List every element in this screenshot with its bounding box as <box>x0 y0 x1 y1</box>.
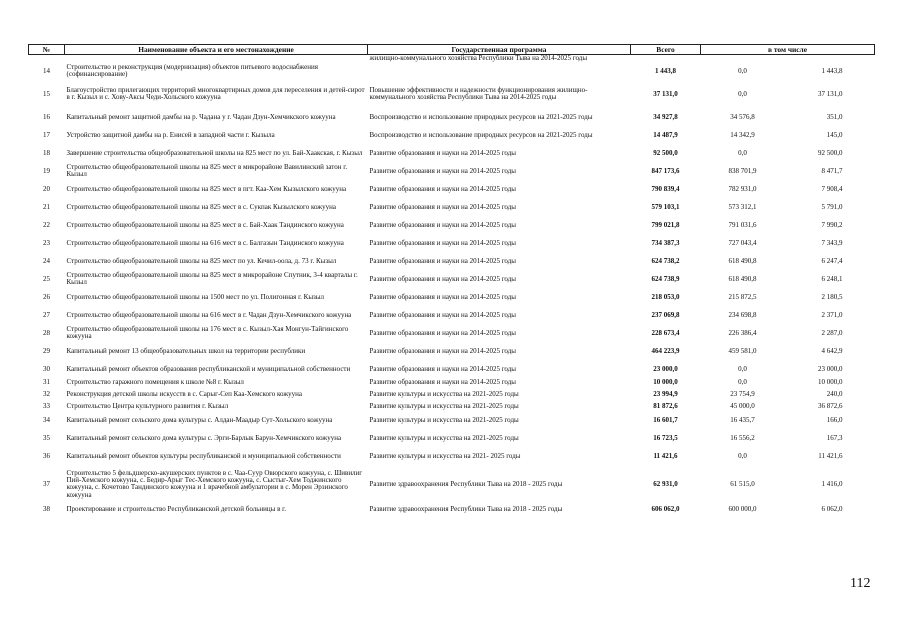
table-row <box>29 342 875 360</box>
regional-amount: 8 471,7 <box>821 166 843 175</box>
state-program: Развитие образования и науки на 2014-2025 годы <box>369 202 516 211</box>
total-amount: 464 223,9 <box>651 346 680 355</box>
row-number: 17 <box>43 130 50 139</box>
total-amount: 16 723,5 <box>653 433 678 442</box>
object-name: Строительство общеобразовательной школы на 825 мест в с. Бай-Хаак Тандинского кожууна <box>66 220 344 229</box>
federal-amount: 61 515,0 <box>730 479 755 488</box>
state-program: Развитие образования и науки на 2014-2025 годы <box>369 364 516 373</box>
state-program: Развитие культуры и искусства на 2021- 2025 годы <box>369 451 521 460</box>
regional-amount: 240,0 <box>826 390 843 399</box>
object-name: Капитальный ремонт сельского дома культуры с. Эрги-Барлык Барун-Хемчикского кожууна <box>66 433 342 442</box>
state-program: Развитие образования и науки на 2014-2025 годы <box>369 328 516 337</box>
row-number: 36 <box>43 451 50 460</box>
row-number: 31 <box>43 378 50 387</box>
federal-amount: 600 000,0 <box>728 504 757 513</box>
table-row <box>29 503 875 515</box>
object-name: Строительство и реконструкция (модернизация) объектов питьевого водоснабжения (софинансирование) <box>66 63 318 79</box>
regional-amount: 166,0 <box>826 415 843 424</box>
regional-amount: 37 131,0 <box>818 89 843 98</box>
state-program: Развитие образования и науки на 2014-2025 годы <box>369 274 516 283</box>
row-number: 24 <box>43 256 50 265</box>
federal-amount: 215 872,5 <box>728 292 757 301</box>
table-row <box>29 198 875 216</box>
federal-amount: 16 556,2 <box>730 433 755 442</box>
state-program: Развитие образования и науки на 2014-2025 годы <box>369 256 516 265</box>
federal-amount: 838 701,9 <box>728 166 757 175</box>
state-program: Развитие образования и науки на 2014-2025 годы <box>369 148 516 157</box>
row-number: 32 <box>43 390 50 399</box>
regional-amount: 4 642,9 <box>821 346 843 355</box>
carryover-row <box>29 55 875 63</box>
object-name: Завершение строительства общеобразовательной школы на 825 мест по ул. Бай-Хаакская, г. Кызыл <box>66 148 363 157</box>
table-row <box>29 324 875 342</box>
row-number: 22 <box>43 220 50 229</box>
total-amount: 624 738,9 <box>651 274 680 283</box>
regional-amount: 2 180,5 <box>821 292 843 301</box>
table-row <box>29 162 875 180</box>
regional-amount: 1 443,8 <box>821 66 843 75</box>
table-header <box>29 45 875 55</box>
object-name: Устройство защитной дамбы на р. Енисей в западной части г. Кызыла <box>66 130 275 139</box>
document-sheet <box>28 44 874 515</box>
row-number: 37 <box>43 479 50 488</box>
object-name: Строительство общеобразовательной школы на 825 мест в микрорайоне Вавилинский затон г. Кызыл <box>66 163 348 179</box>
object-name: Капитальный ремонт объектов образования республиканской и муниципальной собственности <box>66 364 351 373</box>
regional-amount: 2 287,0 <box>821 328 843 337</box>
table-row <box>29 306 875 324</box>
regional-amount: 2 371,0 <box>821 310 843 319</box>
regional-amount: 10 000,0 <box>818 378 843 387</box>
table-row <box>29 270 875 288</box>
regional-amount: 6 247,4 <box>821 256 843 265</box>
federal-amount: 573 312,1 <box>728 202 757 211</box>
object-name: Реконструкция детской школы искусств в с. Сарыг-Сеп Каа-Хемского кожууна <box>66 390 303 399</box>
table-row <box>29 108 875 126</box>
total-amount: 62 931,0 <box>653 479 678 488</box>
total-amount: 92 500,0 <box>653 148 678 157</box>
regional-amount: 11 421,6 <box>818 451 843 460</box>
total-amount: 790 839,4 <box>651 184 680 193</box>
row-number: 30 <box>43 364 50 373</box>
row-number: 18 <box>43 148 50 157</box>
regional-amount: 6 062,0 <box>821 504 843 513</box>
total-amount: 624 738,2 <box>651 256 680 265</box>
row-number: 38 <box>43 504 50 513</box>
row-number: 29 <box>43 346 50 355</box>
total-amount: 1 443,8 <box>655 66 676 75</box>
federal-amount: 16 435,7 <box>730 415 755 424</box>
row-number: 34 <box>43 415 50 424</box>
object-name: Строительство общеобразовательной школы на 825 мест в микрорайоне Спутник, 3-4 кварталы г. Кызыл <box>66 271 358 287</box>
table-row <box>29 62 875 80</box>
object-name: Строительство общеобразовательной школы на 616 мест в с. Балгазын Тандинского кожууна <box>66 238 344 247</box>
state-program: Развитие здравоохранения Республики Тыва на 2018 - 2025 годы <box>369 479 563 488</box>
federal-amount: 0,0 <box>738 89 747 98</box>
row-number: 14 <box>43 66 50 75</box>
row-number: 26 <box>43 292 50 301</box>
row-number: 20 <box>43 184 50 193</box>
state-program: Развитие образования и науки на 2014-2025 годы <box>369 166 516 175</box>
regional-amount: 167,3 <box>826 433 843 442</box>
state-program: Развитие образования и науки на 2014-2025 годы <box>369 310 516 319</box>
row-number: 35 <box>43 433 50 442</box>
regional-amount: 23 000,0 <box>818 364 843 373</box>
object-name: Благоустройство прилегающих территорий многоквартирных домов для переселения и детей-сирот в г. Кызыл и с. Хову-Аксы Чеди-Хольского кожууна <box>66 86 365 102</box>
total-amount: 11 421,6 <box>653 451 678 460</box>
federal-amount: 0,0 <box>738 364 747 373</box>
row-number: 16 <box>43 112 50 121</box>
regional-amount: 351,0 <box>826 112 843 121</box>
regional-amount: 7 343,9 <box>821 238 843 247</box>
state-program: Развитие культуры и искусства на 2021-2025 годы <box>369 390 519 399</box>
state-program: Развитие образования и науки на 2014-2025 годы <box>369 292 516 301</box>
total-amount: 16 601,7 <box>653 415 678 424</box>
regional-amount: 145,0 <box>826 130 843 139</box>
regional-amount: 7 990,2 <box>821 220 843 229</box>
total-amount: 37 131,0 <box>653 89 678 98</box>
object-name: Строительство общеобразовательной школы на 825 мест в пгт. Каа-Хем Кызылского кожууна <box>66 184 347 193</box>
total-amount: 10 000,0 <box>653 378 678 387</box>
object-name: Строительство общеобразовательной школы на 825 мест в с. Сукпак Кызылского кожууна <box>66 202 336 211</box>
object-name: Строительство 5 фельдшерско-акушерских пунктов в с. Чаа-Суур Овюрского кожууна, с. Шивилиг Пий-Хемского кожууна, с. Бедир-Арыг Тес-Хемского кожууна, с. Сыстыг-Хем Тоджинского кожууна, с. Кочетово Тандинского кожууна и 1 врачебной амбулатории в с. Морен Эрзинского кожууна <box>66 468 363 499</box>
object-name: Капитальный ремонт объектов культуры республиканской и муниципальной собственности <box>66 451 341 460</box>
table-row <box>29 234 875 252</box>
row-number: 19 <box>43 166 50 175</box>
header-total: Всего <box>631 45 701 55</box>
federal-amount: 0,0 <box>738 451 747 460</box>
page-number: 112 <box>850 576 871 591</box>
total-amount: 847 173,6 <box>651 166 680 175</box>
federal-amount: 618 490,8 <box>728 256 757 265</box>
table-row <box>29 80 875 108</box>
header-including: в том числе <box>701 45 875 55</box>
total-amount: 14 487,9 <box>653 130 678 139</box>
state-program: Развитие образования и науки на 2014-2025 годы <box>369 238 516 247</box>
row-number: 25 <box>43 274 50 283</box>
state-program: Развитие здравоохранения Республики Тыва на 2018 - 2025 годы <box>369 504 563 513</box>
table-row <box>29 216 875 234</box>
row-number: 33 <box>43 402 50 411</box>
header-no: № <box>29 45 65 55</box>
regional-amount: 7 908,4 <box>821 184 843 193</box>
federal-amount: 782 931,0 <box>728 184 757 193</box>
state-program: Развитие образования и науки на 2014-2025 годы <box>369 220 516 229</box>
federal-amount: 459 581,0 <box>728 346 757 355</box>
table-row <box>29 144 875 162</box>
object-name: Строительство Центра культурного развития г. Кызыл <box>66 402 229 411</box>
state-program: Воспроизводство и использование природных ресурсов на 2021-2025 годы <box>369 112 593 121</box>
federal-amount: 45 000,0 <box>730 402 755 411</box>
federal-amount: 0,0 <box>738 378 747 387</box>
federal-amount: 727 043,4 <box>728 238 757 247</box>
state-program: Развитие образования и науки на 2014-2025 годы <box>369 346 516 355</box>
total-amount: 734 387,3 <box>651 238 680 247</box>
object-name: Строительство общеобразовательной школы на 616 мест в г. Чадан Дзун-Хемчикского кожууна <box>66 310 352 319</box>
object-name: Строительство общеобразовательной школы на 176 мест в с. Кызыл-Хая Монгун-Тайгинского кожууна <box>66 325 349 341</box>
object-name: Капитальный ремонт сельского дома культуры с. Алдан-Маадыр Сут-Хольского кожууна <box>66 415 333 424</box>
objects-table <box>28 44 875 515</box>
table-row <box>29 411 875 429</box>
row-number: 21 <box>43 202 50 211</box>
state-program: Повышение эффективности и надежности функционирования жилищно-коммунального хозяйства Республики Тыва на 2014-2025 годы <box>369 86 588 102</box>
row-number: 27 <box>43 310 50 319</box>
total-amount: 606 062,0 <box>651 504 680 513</box>
regional-amount: 1 416,0 <box>821 479 843 488</box>
row-number: 15 <box>43 89 50 98</box>
state-program: Развитие культуры и искусства на 2021-2025 годы <box>369 415 519 424</box>
total-amount: 237 069,8 <box>651 310 680 319</box>
total-amount: 23 000,0 <box>653 364 678 373</box>
object-name: Капитальный ремонт 13 общеобразовательных школ на территории республики <box>66 346 306 355</box>
object-name: Проектирование и строительство Республиканской детской больницы в г. <box>66 504 287 513</box>
table-row <box>29 402 875 411</box>
federal-amount: 0,0 <box>738 148 747 157</box>
total-amount: 81 872,6 <box>653 402 678 411</box>
carryover-program: жилищно-коммунального хозяйства Республики Тыва на 2014-2025 годы <box>369 54 588 62</box>
state-program: Развитие образования и науки на 2014-2025 годы <box>369 378 516 387</box>
object-name: Строительство общеобразовательной школы на 825 мест по ул. Кечил-оола, д. 73 г. Кызыл <box>66 256 337 265</box>
federal-amount: 34 576,8 <box>730 112 755 121</box>
total-amount: 218 053,0 <box>651 292 680 301</box>
total-amount: 23 994,9 <box>653 390 678 399</box>
table-row <box>29 429 875 447</box>
regional-amount: 6 248,1 <box>821 274 843 283</box>
object-name: Строительство гаражного помещения к школе №8 г. Кызыл <box>66 378 244 387</box>
table-row <box>29 447 875 465</box>
federal-amount: 791 031,6 <box>728 220 757 229</box>
table-row <box>29 387 875 402</box>
federal-amount: 226 386,4 <box>728 328 757 337</box>
table-row <box>29 378 875 387</box>
row-number: 23 <box>43 238 50 247</box>
federal-amount: 234 698,8 <box>728 310 757 319</box>
table-row <box>29 252 875 270</box>
header-name: Наименование объекта и его местонахождение <box>65 45 368 55</box>
federal-amount: 618 490,8 <box>728 274 757 283</box>
federal-amount: 14 342,9 <box>730 130 755 139</box>
federal-amount: 23 754,9 <box>730 390 755 399</box>
state-program: Воспроизводство и использование природных ресурсов на 2021-2025 годы <box>369 130 593 139</box>
table-row <box>29 288 875 306</box>
table-row <box>29 180 875 198</box>
state-program <box>368 62 631 80</box>
state-program: Развитие культуры и искусства на 2021-2025 годы <box>369 433 519 442</box>
total-amount: 34 927,8 <box>653 112 678 121</box>
regional-amount: 92 500,0 <box>818 148 843 157</box>
table-row <box>29 126 875 144</box>
object-name: Капитальный ремонт защитной дамбы на р. Чадана у г. Чадан Дзун-Хемчикского кожууна <box>66 112 336 121</box>
header-program: Государственная программа <box>368 45 631 55</box>
total-amount: 579 103,1 <box>651 202 680 211</box>
state-program: Развитие культуры и искусства на 2021-2025 годы <box>369 402 519 411</box>
regional-amount: 5 791,0 <box>821 202 843 211</box>
total-amount: 799 021,8 <box>651 220 680 229</box>
row-number: 28 <box>43 328 50 337</box>
table-row <box>29 360 875 378</box>
table-row <box>29 465 875 503</box>
state-program: Развитие образования и науки на 2014-2025 годы <box>369 184 516 193</box>
object-name: Строительство общеобразовательной школы на 1500 мест по ул. Полигонная г. Кызыл <box>66 292 325 301</box>
total-amount: 228 673,4 <box>651 328 680 337</box>
regional-amount: 36 872,6 <box>818 402 843 411</box>
federal-amount: 0,0 <box>738 66 747 75</box>
